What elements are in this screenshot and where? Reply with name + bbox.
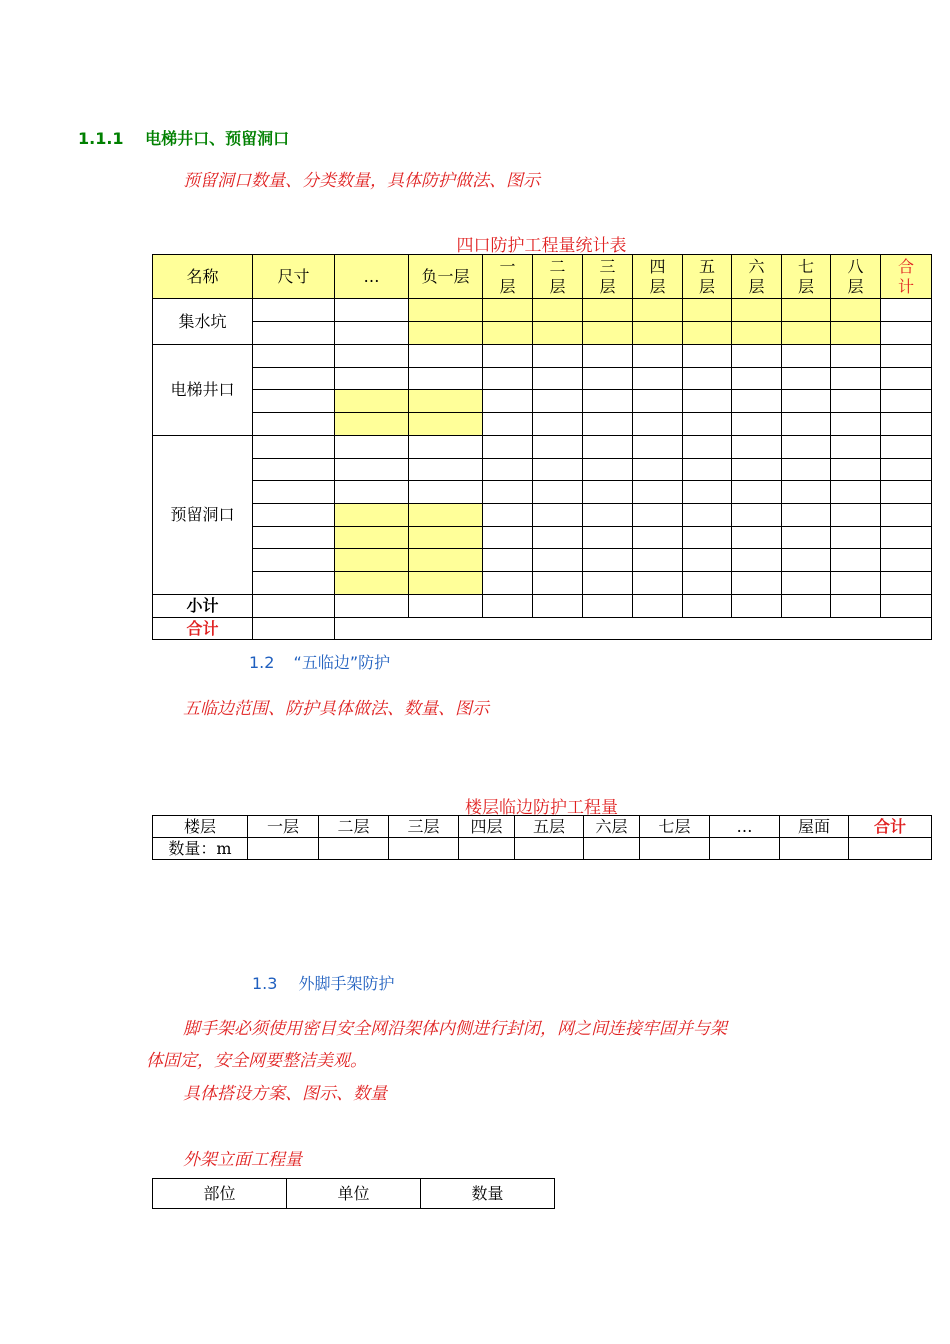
table-row (153, 481, 932, 504)
header-cell: 五层 (683, 255, 732, 299)
header-cell-total: 合计 (849, 816, 932, 838)
header-cell: 单位 (287, 1179, 421, 1209)
section-title: 电梯井口、预留洞口 (145, 129, 290, 148)
table-row (153, 436, 932, 459)
subtotal-row (153, 595, 932, 618)
header-cell: 部位 (153, 1179, 287, 1209)
header-cell: 尺寸 (253, 255, 335, 299)
table-row (153, 299, 932, 322)
header-cell: 七层 (640, 816, 710, 838)
header-cell: 屋面 (780, 816, 849, 838)
table-header-row (153, 255, 932, 299)
header-cell: 七层 (782, 255, 831, 299)
scaffold-table (152, 1178, 555, 1209)
header-cell: … (335, 255, 409, 299)
header-cell: 五层 (515, 816, 584, 838)
header-cell: 二层 (533, 255, 583, 299)
header-cell: … (710, 816, 780, 838)
table-caption: 楼层临边防护工程量 (465, 798, 618, 818)
table-header-row (153, 1179, 555, 1209)
edge-protection-table (152, 815, 932, 860)
table-row (153, 322, 932, 345)
section-heading-1-3 (252, 971, 395, 994)
table-row (153, 527, 932, 549)
table-row (153, 838, 932, 860)
header-cell: 名称 (153, 255, 253, 299)
section-note: 五临边范围、防护具体做法、数量、图示 (183, 699, 489, 719)
section-number: 1.2 (249, 653, 275, 672)
table-caption: 外架立面工程量 (183, 1150, 302, 1170)
section-title: “五临边”防护 (293, 653, 391, 672)
table-row (153, 413, 932, 436)
group-label: 集水坑 (153, 299, 253, 345)
total-row (153, 618, 932, 640)
row-label: 数量：m (153, 838, 248, 860)
group-label: 电梯井口 (153, 345, 253, 436)
section-number: 1.1.1 (78, 129, 124, 148)
header-cell: 四层 (633, 255, 683, 299)
group-label: 预留洞口 (153, 436, 253, 595)
header-cell: 二层 (319, 816, 389, 838)
four-openings-table (152, 254, 932, 640)
header-cell: 六层 (584, 816, 640, 838)
header-cell: 六层 (732, 255, 782, 299)
section-note: 具体搭设方案、图示、数量 (183, 1084, 387, 1104)
total-label: 合计 (153, 618, 253, 640)
table-row (153, 459, 932, 481)
header-cell: 三层 (389, 816, 459, 838)
table-row (153, 549, 932, 572)
section-title: 外脚手架防护 (298, 974, 395, 993)
table-row (153, 504, 932, 527)
header-cell: 数量 (421, 1179, 555, 1209)
paragraph-line: 脚手架必须使用密目安全网沿架体内侧进行封闭，网之间连接牢固并与架 (183, 1019, 727, 1039)
table-row (153, 390, 932, 413)
table-row (153, 345, 932, 368)
section-heading-1-1-1 (78, 126, 289, 149)
table-row (153, 572, 932, 595)
table-header-row (153, 816, 932, 838)
header-cell: 四层 (459, 816, 515, 838)
header-cell: 楼层 (153, 816, 248, 838)
subtotal-label: 小计 (153, 595, 253, 618)
section-number: 1.3 (252, 974, 278, 993)
header-cell: 八层 (831, 255, 881, 299)
header-cell: 三层 (583, 255, 633, 299)
header-cell: 负一层 (409, 255, 483, 299)
table-row (153, 368, 932, 390)
header-cell: 一层 (248, 816, 319, 838)
paragraph-line: 体固定，安全网要整洁美观。 (146, 1051, 367, 1071)
header-cell: 一层 (483, 255, 533, 299)
section-heading-1-2 (249, 650, 390, 673)
section-note: 预留洞口数量、分类数量，具体防护做法、图示 (183, 171, 540, 191)
header-cell-total: 合计 (881, 255, 932, 299)
table-caption: 四口防护工程量统计表 (456, 236, 627, 256)
